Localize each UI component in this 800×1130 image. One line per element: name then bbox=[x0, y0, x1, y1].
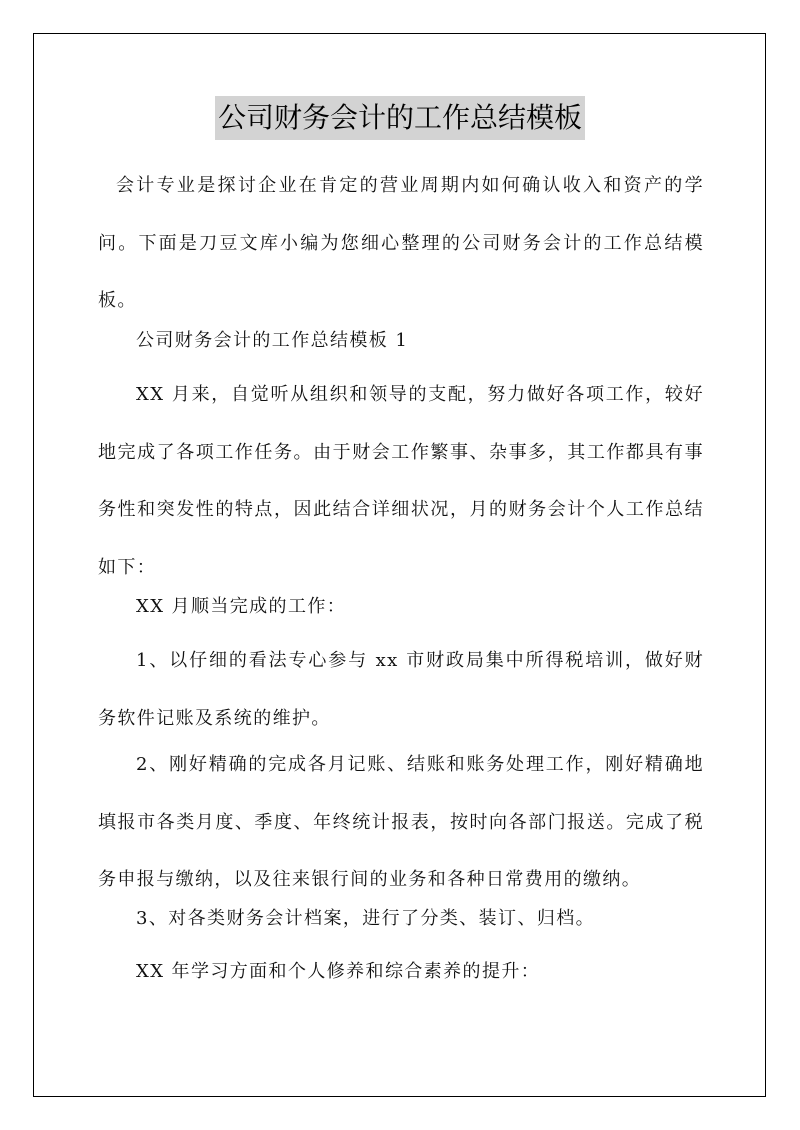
list-item: 3、对各类财务会计档案，进行了分类、装订、归档。 bbox=[136, 908, 596, 929]
list-item: 1、以仔细的看法专心参与 xx 市财政局集中所得税培训，做好财务软件记账及系统的维护。 bbox=[98, 650, 704, 729]
intro-paragraph: 会计专业是探讨企业在肯定的营业周期内如何确认收入和资产的学问。下面是刀豆文库小编为您细心整理的公司财务会计的工作总结模板。 bbox=[98, 175, 704, 311]
body-paragraph: XX 月顺当完成的工作： bbox=[136, 596, 347, 617]
title-container bbox=[0, 96, 800, 140]
section-heading: 公司财务会计的工作总结模板 1 bbox=[136, 330, 409, 351]
list-item: 2、刚好精确的完成各月记账、结账和账务处理工作，刚好精确地填报市各类月度、季度、年终统计报表，按时向各部门报送。完成了税务申报与缴纳，以及往来银行间的业务和各种日常费用的缴纳。 bbox=[98, 754, 704, 890]
document-title: 公司财务会计的工作总结模板 bbox=[215, 96, 585, 140]
body-paragraph: XX 年学习方面和个人修养和综合素养的提升： bbox=[136, 961, 541, 982]
body-paragraph: XX 月来，自觉听从组织和领导的支配，努力做好各项工作，较好地完成了各项工作任务。由于财会工作繁事、杂事多，其工作都具有事务性和突发性的特点，因此结合详细状况，月的财务会计个人工作总结如下： bbox=[98, 384, 704, 578]
